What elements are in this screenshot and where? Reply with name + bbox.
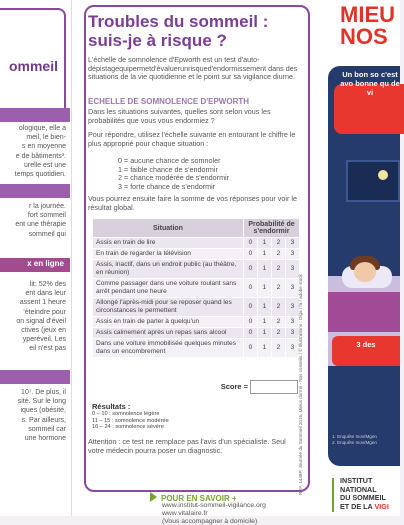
column-header-probability: Probabilité de s'endormir — [244, 219, 300, 238]
scale-item: 0 = aucune chance de somnoler — [118, 156, 221, 165]
results-title: Résultats : — [92, 402, 131, 411]
table-row — [93, 238, 300, 249]
scale-legend — [118, 157, 229, 191]
probability-option[interactable]: 3 — [286, 317, 300, 328]
table-row — [93, 339, 300, 358]
logo-line: NATIONAL — [340, 484, 377, 494]
probability-option[interactable]: 0 — [244, 279, 258, 298]
logo-text-accent: VIGI — [374, 501, 389, 511]
middle-panel — [72, 0, 318, 525]
left-text-line: r la journée. — [29, 203, 66, 210]
probability-option[interactable]: 0 — [244, 339, 258, 358]
left-text-line: ent une thérapie — [15, 221, 66, 229]
footnote: 2. Enquête Inov/Mgen — [332, 440, 377, 445]
logo-bar — [332, 478, 334, 512]
arrow-right-icon — [150, 492, 157, 502]
right-panel — [318, 0, 400, 516]
left-panel — [0, 0, 72, 516]
probability-option[interactable]: 0 — [244, 328, 258, 339]
probability-option[interactable]: 3 — [286, 249, 300, 260]
probability-option[interactable]: 0 — [244, 298, 258, 317]
warning-text: Attention : ce test ne remplace pas l'avis d'un spécialiste. Seul votre médecin pourra poser un diagnostic. — [88, 437, 286, 455]
situation-cell: Assis, inactif, dans un endroit public (au théâtre, en réunion) — [93, 260, 244, 279]
probability-option[interactable]: 3 — [286, 260, 300, 279]
left-text-line: urelle est une — [23, 161, 66, 169]
quote-text: Un bon so c'est avo bonne qu de vi — [340, 70, 400, 97]
title-line: NOS — [340, 24, 388, 49]
left-text-line: ent dans leur — [25, 290, 66, 298]
page-title: Troubles du sommeil : suis-je à risque ? — [88, 12, 269, 50]
blanket-shape — [328, 292, 400, 332]
left-section-band-2 — [0, 184, 70, 198]
logo-line: INSTITUT — [340, 476, 373, 485]
probability-option[interactable]: 3 — [286, 339, 300, 358]
situation-cell: Comme passager dans une voiture roulant sans arrêt pendant une heure — [93, 279, 244, 298]
left-section-band-3 — [0, 258, 70, 272]
probability-option[interactable]: 0 — [244, 260, 258, 279]
result-item: 16 – 24 : somnolence sévère — [92, 424, 164, 431]
footnotes — [332, 434, 377, 446]
probability-option[interactable]: 2 — [272, 317, 286, 328]
probability-option[interactable]: 2 — [272, 249, 286, 260]
probability-option[interactable]: 3 — [286, 298, 300, 317]
score-field[interactable] — [250, 380, 298, 394]
credit-line: REF. 1448P, Journée du Sommeil 2016, Mieux dormir - Nos conseils / © Illustrations : Olga / fa / adobe stock — [298, 274, 303, 495]
sum-paragraph: Vous pourrez ensuite faire la somme de vos réponses pour voir le résultat global. — [88, 194, 297, 212]
left-text-line: fort sommeil — [27, 212, 66, 220]
logo-line: DU SOMMEIL — [340, 493, 386, 503]
probability-option[interactable]: 0 — [244, 249, 258, 260]
sleep-illustration — [328, 66, 400, 466]
left-band-label-3: x en ligne — [27, 259, 64, 268]
table-row — [93, 260, 300, 279]
probability-option[interactable]: 1 — [258, 238, 272, 249]
score-label: Score = — [220, 382, 248, 391]
window-icon — [346, 160, 400, 202]
left-text-block-3 — [0, 280, 66, 354]
instruction-paragraph: Pour répondre, utilisez l'échelle suivante en entourant le chiffre le plus approprié pour chaque situation : — [88, 130, 296, 148]
situation-cell: Allongé l'après-midi pour se reposer quand les circonstances le permettent — [93, 298, 244, 317]
institute-logo — [340, 477, 389, 511]
sleeper-face — [354, 262, 376, 282]
table-row — [93, 317, 300, 328]
left-text-line: sommeil car — [28, 425, 66, 433]
left-text-line: s. Par ailleurs, — [21, 416, 66, 424]
left-section-band-4 — [0, 370, 70, 384]
left-text-line: e de bâtiments³. — [15, 152, 66, 160]
footnote: 1. Enquête Inov/Mgen — [332, 434, 377, 439]
left-text-line: ologique, elle a — [18, 125, 66, 132]
left-text-line: temps quotidien. — [14, 171, 66, 179]
table-row — [93, 328, 300, 339]
left-text-line: assent 1 heure — [19, 299, 66, 307]
logo-text: ET DE LA — [340, 501, 375, 511]
table-row — [93, 249, 300, 260]
situation-cell: En train de regarder la télévision — [93, 249, 244, 260]
section-subheading: ECHELLE DE SOMNOLENCE D'EPWORTH — [88, 97, 250, 106]
probability-option[interactable]: 2 — [272, 339, 286, 358]
left-text-block-2 — [0, 202, 66, 239]
probability-option[interactable]: 3 — [286, 238, 300, 249]
left-text-line: s en moyenne — [22, 143, 66, 151]
result-item: 11 – 15 : somnolence modérée — [92, 417, 169, 424]
column-header-situation: Situation — [93, 219, 244, 238]
left-text-line: sommeil qui — [28, 230, 66, 238]
left-text-line: 'éteindre pour — [23, 308, 66, 316]
situation-cell: Assis en train de parler à quelqu'un — [93, 317, 244, 328]
moon-icon — [378, 170, 388, 180]
probability-option[interactable]: 0 — [244, 317, 258, 328]
probability-option[interactable]: 1 — [258, 298, 272, 317]
table-row — [93, 279, 300, 298]
left-text-line: on signal d'éveil — [16, 317, 66, 325]
title-line: MIEU — [340, 2, 395, 27]
probability-option[interactable]: 1 — [258, 328, 272, 339]
scale-item: 2 = chance modérée de s'endormir — [118, 173, 230, 183]
scale-item: 3 = forte chance de s'endormir — [118, 181, 216, 191]
link-note: (Vous accompagner à domicile) — [162, 517, 258, 525]
left-text-line: ctives (jeux en — [21, 327, 66, 335]
probability-option[interactable]: 3 — [286, 328, 300, 339]
situation-cell: Dans une voiture immobilisée quelques minutes dans un encombrement — [93, 339, 244, 358]
left-text-line: yperéveil. Les — [22, 336, 66, 344]
probability-option[interactable]: 0 — [244, 238, 258, 249]
link-isv[interactable]: www.institut-sommeil-vigilance.org — [162, 502, 266, 509]
probability-option[interactable]: 1 — [258, 339, 272, 358]
left-text-line: une hormone — [24, 435, 66, 443]
probability-option[interactable]: 3 — [286, 279, 300, 298]
right-panel-title — [340, 4, 395, 48]
probability-option[interactable]: 2 — [272, 328, 286, 339]
link-vitalaire[interactable]: www.vitalaire.fr — [162, 509, 208, 517]
probability-option[interactable]: 2 — [272, 279, 286, 298]
stat-text: 3 des — [356, 340, 376, 349]
probability-option[interactable]: 2 — [272, 238, 286, 249]
left-text-line: lit: 52% des — [29, 281, 66, 288]
left-text-line: eil n'est pas — [29, 345, 66, 353]
left-panel-title: ommeil — [8, 58, 58, 74]
probability-option[interactable]: 1 — [258, 249, 272, 260]
results-list — [92, 411, 169, 431]
logo-line — [340, 503, 389, 512]
situation-cell: Assis calmement après un repas sans alcool — [93, 328, 244, 339]
probability-option[interactable]: 2 — [272, 260, 286, 279]
probability-option[interactable]: 1 — [258, 279, 272, 298]
probability-option[interactable]: 1 — [258, 260, 272, 279]
left-text-line: meil, le bien- — [26, 134, 66, 142]
situation-cell: Assis en train de lire — [93, 238, 244, 249]
result-item: 0 – 10 : somnolence légère — [92, 411, 160, 417]
links-list — [162, 502, 266, 525]
table-row — [93, 298, 300, 317]
left-text-block-4 — [0, 388, 66, 443]
score-row — [92, 380, 300, 394]
left-text-line: iques (obésité, — [20, 407, 66, 415]
left-text-block-1 — [0, 124, 66, 179]
probability-option[interactable]: 2 — [272, 298, 286, 317]
more-info-label: POUR EN SAVOIR + — [161, 494, 237, 503]
epworth-table — [92, 218, 300, 358]
probability-option[interactable]: 1 — [258, 317, 272, 328]
intro-paragraph: L'échelle de somnolence d'Epworth est un test d'auto-dépistagequipermetd'évaluerunrisqued'endormissement dans des situations de la vie quotidienne et le point sur sa vigilance diurne. — [88, 55, 298, 82]
left-text-line: sité. Sur le long — [17, 398, 66, 406]
left-section-band-1 — [0, 108, 70, 122]
scale-item: 1 = faible chance de s'endormir — [118, 164, 218, 174]
question-paragraph: Dans les situations suivantes, quelles sont selon vous les probabilités que vous vous endormiez ? — [88, 107, 271, 125]
left-text-line: 10⁷. De plus, il — [21, 389, 66, 396]
